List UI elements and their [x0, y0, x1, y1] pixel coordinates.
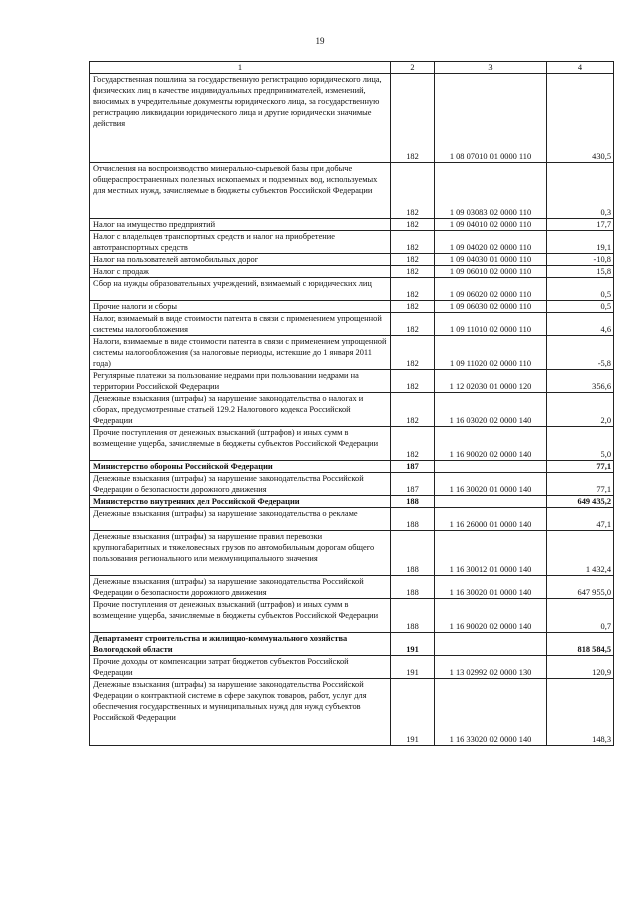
- row-name-cell: Денежные взыскания (штрафы) за нарушение законодательства Российской Федерации о безопасности дорожного движения: [90, 576, 391, 599]
- table-row: [90, 231, 614, 254]
- row-admin-code-cell: 182: [391, 427, 435, 461]
- row-budget-code-cell: 1 16 30012 01 0000 140: [435, 531, 547, 576]
- row-name-cell: Прочие доходы от компенсации затрат бюджетов субъектов Российской Федерации: [90, 656, 391, 679]
- row-budget-code-cell: 1 09 06010 02 0000 110: [435, 266, 547, 278]
- row-amount-cell: 19,1: [547, 231, 614, 254]
- row-name-cell: Налоги, взимаемые в виде стоимости патента в связи с применением упрощенной системы налогообложения (за налоговые периоды, истекшие до 1 января 2011 года): [90, 336, 391, 370]
- table-row: [90, 254, 614, 266]
- header-col-3: 3: [435, 62, 547, 74]
- row-admin-code-cell: 182: [391, 163, 435, 219]
- row-admin-code-cell: 191: [391, 679, 435, 746]
- table-row: [90, 163, 614, 219]
- row-budget-code-cell: 1 16 33020 02 0000 140: [435, 679, 547, 746]
- table-row: [90, 508, 614, 531]
- row-amount-cell: 1 432,4: [547, 531, 614, 576]
- row-name-cell: Министерство обороны Российской Федерации: [90, 461, 391, 473]
- row-amount-cell: 647 955,0: [547, 576, 614, 599]
- row-budget-code-cell: 1 09 06020 02 0000 110: [435, 278, 547, 301]
- row-budget-code-cell: 1 09 06030 02 0000 110: [435, 301, 547, 313]
- table-row: [90, 370, 614, 393]
- row-amount-cell: 5,0: [547, 427, 614, 461]
- row-name-cell: Денежные взыскания (штрафы) за нарушение законодательства о рекламе: [90, 508, 391, 531]
- row-admin-code-cell: 182: [391, 336, 435, 370]
- row-budget-code-cell: [435, 633, 547, 656]
- row-name-cell: Прочие налоги и сборы: [90, 301, 391, 313]
- row-name-cell: Налог, взимаемый в виде стоимости патента в связи с применением упрощенной системы налогообложения: [90, 313, 391, 336]
- row-admin-code-cell: 188: [391, 531, 435, 576]
- row-budget-code-cell: 1 16 30020 01 0000 140: [435, 576, 547, 599]
- table-row: [90, 473, 614, 496]
- row-name-cell: Министерство внутренних дел Российской Федерации: [90, 496, 391, 508]
- row-name-cell: Налог на пользователей автомобильных дорог: [90, 254, 391, 266]
- row-admin-code-cell: 191: [391, 633, 435, 656]
- table-row: [90, 301, 614, 313]
- row-name-cell: Налог на имущество предприятий: [90, 219, 391, 231]
- row-amount-cell: 0,3: [547, 163, 614, 219]
- table-row: [90, 278, 614, 301]
- page-number: 19: [315, 36, 325, 46]
- row-amount-cell: 2,0: [547, 393, 614, 427]
- row-amount-cell: 15,8: [547, 266, 614, 278]
- row-budget-code-cell: 1 09 11010 02 0000 110: [435, 313, 547, 336]
- row-admin-code-cell: 182: [391, 313, 435, 336]
- row-admin-code-cell: 188: [391, 496, 435, 508]
- row-name-cell: Прочие поступления от денежных взысканий (штрафов) и иных сумм в возмещение ущерба, зачисляемые в бюджеты субъектов Российской Федерации: [90, 427, 391, 461]
- row-admin-code-cell: 191: [391, 656, 435, 679]
- table-section-row: [90, 633, 614, 656]
- row-name-cell: Сбор на нужды образовательных учреждений, взимаемый с юридических лиц: [90, 278, 391, 301]
- table-row: [90, 531, 614, 576]
- row-budget-code-cell: 1 16 26000 01 0000 140: [435, 508, 547, 531]
- row-budget-code-cell: 1 16 90020 02 0000 140: [435, 427, 547, 461]
- row-name-cell: Отчисления на воспроизводство минерально-сырьевой базы при добыче общераспространенных полезных ископаемых и подземных вод, используемых для местных нужд, зачисляемые в бюджеты субъектов Российской Федерации: [90, 163, 391, 219]
- row-admin-code-cell: 182: [391, 370, 435, 393]
- row-admin-code-cell: 188: [391, 508, 435, 531]
- table-section-row: [90, 461, 614, 473]
- row-amount-cell: 0,5: [547, 278, 614, 301]
- table-row: [90, 656, 614, 679]
- row-amount-cell: 356,6: [547, 370, 614, 393]
- row-admin-code-cell: 188: [391, 576, 435, 599]
- row-admin-code-cell: 182: [391, 266, 435, 278]
- row-budget-code-cell: 1 16 30020 01 0000 140: [435, 473, 547, 496]
- row-name-cell: Прочие поступления от денежных взысканий (штрафов) и иных сумм в возмещение ущерба, зачисляемые в бюджеты субъектов Российской Федерации: [90, 599, 391, 633]
- row-amount-cell: 77,1: [547, 473, 614, 496]
- row-admin-code-cell: 187: [391, 473, 435, 496]
- row-amount-cell: 47,1: [547, 508, 614, 531]
- row-admin-code-cell: 182: [391, 231, 435, 254]
- row-budget-code-cell: 1 09 03083 02 0000 110: [435, 163, 547, 219]
- row-amount-cell: 430,5: [547, 74, 614, 163]
- revenue-table: [89, 61, 614, 746]
- header-col-4: 4: [547, 62, 614, 74]
- row-budget-code-cell: 1 12 02030 01 0000 120: [435, 370, 547, 393]
- table-row: [90, 599, 614, 633]
- table-row: [90, 576, 614, 599]
- row-amount-cell: 818 584,5: [547, 633, 614, 656]
- row-name-cell: Департамент строительства и жилищно-коммунального хозяйства Вологодской области: [90, 633, 391, 656]
- row-admin-code-cell: 187: [391, 461, 435, 473]
- row-name-cell: Денежные взыскания (штрафы) за нарушение законодательства Российской Федерации о контрактной системе в сфере закупок товаров, работ, услуг для обеспечения государственных и муниципальных нужд для нужд субъектов Российской Федерации: [90, 679, 391, 746]
- row-amount-cell: 0,7: [547, 599, 614, 633]
- row-budget-code-cell: 1 09 04030 01 0000 110: [435, 254, 547, 266]
- table-row: [90, 266, 614, 278]
- row-amount-cell: 649 435,2: [547, 496, 614, 508]
- row-name-cell: Денежные взыскания (штрафы) за нарушение законодательства Российской Федерации о безопасности дорожного движения: [90, 473, 391, 496]
- row-budget-code-cell: 1 16 03020 02 0000 140: [435, 393, 547, 427]
- row-admin-code-cell: 182: [391, 254, 435, 266]
- table-section-row: [90, 496, 614, 508]
- row-name-cell: Денежные взыскания (штрафы) за нарушение законодательства о налогах и сборах, предусмотренные статьей 129.2 Налогового кодекса Российской Федерации: [90, 393, 391, 427]
- row-name-cell: Налог с продаж: [90, 266, 391, 278]
- row-amount-cell: 17,7: [547, 219, 614, 231]
- row-budget-code-cell: 1 16 90020 02 0000 140: [435, 599, 547, 633]
- row-admin-code-cell: 182: [391, 74, 435, 163]
- header-col-1: 1: [90, 62, 391, 74]
- row-amount-cell: 4,6: [547, 313, 614, 336]
- row-amount-cell: -5,8: [547, 336, 614, 370]
- row-admin-code-cell: 182: [391, 393, 435, 427]
- row-budget-code-cell: [435, 496, 547, 508]
- row-budget-code-cell: 1 08 07010 01 0000 110: [435, 74, 547, 163]
- row-budget-code-cell: 1 09 04010 02 0000 110: [435, 219, 547, 231]
- table-row: [90, 313, 614, 336]
- row-amount-cell: 77,1: [547, 461, 614, 473]
- row-name-cell: Регулярные платежи за пользование недрами при пользовании недрами на территории Российской Федерации: [90, 370, 391, 393]
- row-budget-code-cell: 1 13 02992 02 0000 130: [435, 656, 547, 679]
- row-admin-code-cell: 182: [391, 219, 435, 231]
- row-admin-code-cell: 182: [391, 301, 435, 313]
- table-row: [90, 219, 614, 231]
- row-budget-code-cell: 1 09 04020 02 0000 110: [435, 231, 547, 254]
- table-row: [90, 679, 614, 746]
- row-amount-cell: -10,8: [547, 254, 614, 266]
- row-admin-code-cell: 188: [391, 599, 435, 633]
- header-col-2: 2: [391, 62, 435, 74]
- table-row: [90, 74, 614, 163]
- row-name-cell: Денежные взыскания (штрафы) за нарушение правил перевозки крупногабаритных и тяжеловесных грузов по автомобильным дорогам общего пользования регионального или межмуниципального значения: [90, 531, 391, 576]
- row-name-cell: Государственная пошлина за государственную регистрацию юридического лица, физических лиц в качестве индивидуальных предпринимателей, изменений, вносимых в учредительные документы юридического лица, за государственную регистрацию ликвидации юридического лица и другие юридически значимые действия: [90, 74, 391, 163]
- row-budget-code-cell: 1 09 11020 02 0000 110: [435, 336, 547, 370]
- table-header-row: [90, 62, 614, 74]
- row-admin-code-cell: 182: [391, 278, 435, 301]
- table-row: [90, 427, 614, 461]
- row-amount-cell: 0,5: [547, 301, 614, 313]
- row-name-cell: Налог с владельцев транспортных средств и налог на приобретение автотранспортных средств: [90, 231, 391, 254]
- row-amount-cell: 148,3: [547, 679, 614, 746]
- row-amount-cell: 120,9: [547, 656, 614, 679]
- table-row: [90, 336, 614, 370]
- table-row: [90, 393, 614, 427]
- row-budget-code-cell: [435, 461, 547, 473]
